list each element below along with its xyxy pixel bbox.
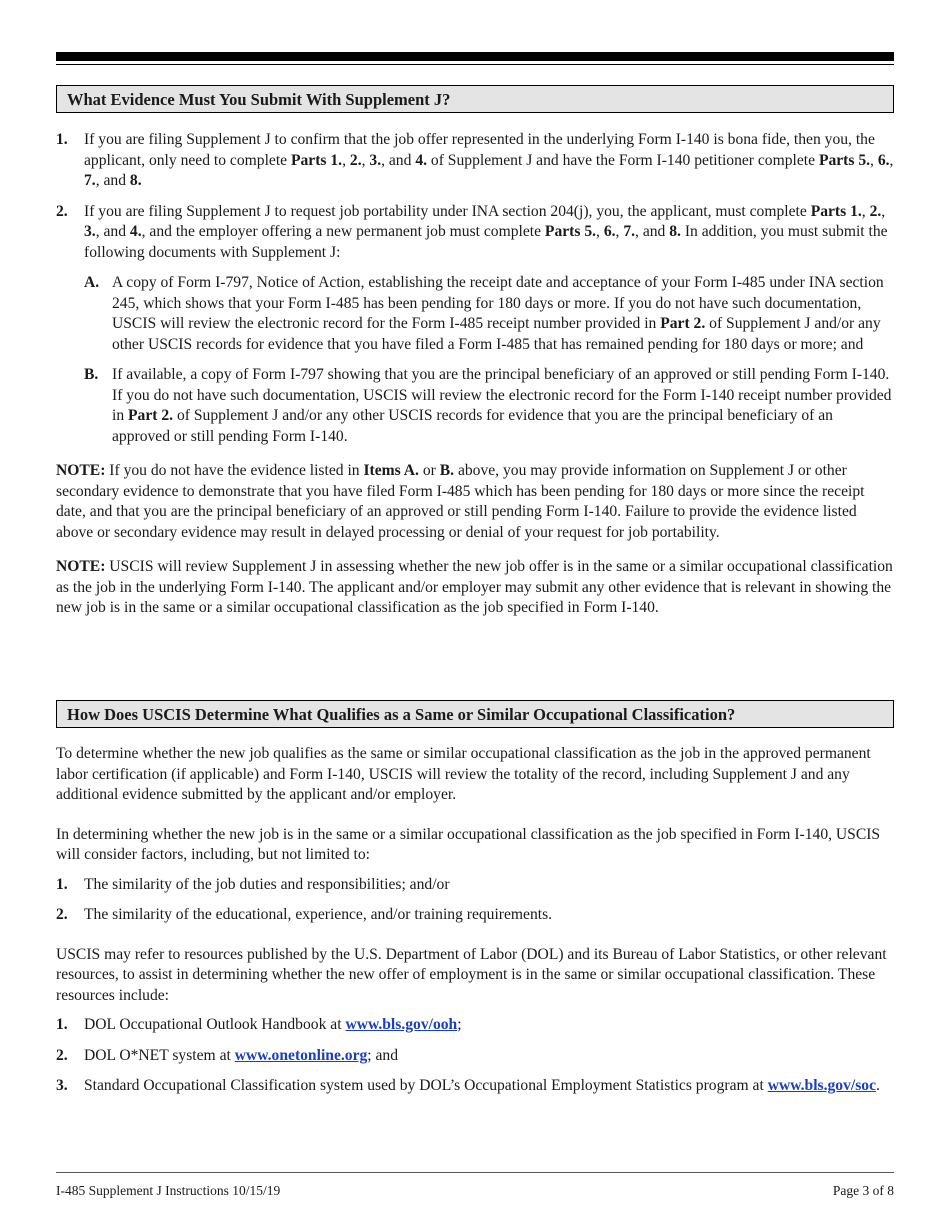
item-text: DOL Occupational Outlook Handbook at www.bls.gov/ooh; (84, 1016, 462, 1033)
item-number: 1. (56, 875, 68, 893)
evidence-subitem-b (56, 365, 894, 447)
evidence-section-body (56, 130, 894, 619)
classification-section-body (56, 744, 894, 1107)
subitem-letter: A. (84, 274, 100, 291)
evidence-item-1 (56, 130, 894, 192)
section-heading-classification: How Does USCIS Determine What Qualifies as a Same or Similar Occupational Classification? (56, 700, 894, 728)
evidence-subitem-a (56, 273, 894, 355)
item-text: DOL O*NET system at www.onetonline.org; and (84, 1046, 399, 1064)
item-text: If you are filing Supplement J to request job portability under INA section 204(j), you, the applicant, must complete Parts 1., 2., 3., and 4., and the employer offering a new permanent job must complete Parts 5., 6., 7., and 8. In addition, you must submit the following documents with Supplement J: (84, 202, 888, 261)
footer-page-number: Page 3 of 8 (832, 1183, 894, 1198)
item-number: 1. (56, 1016, 68, 1033)
factors-paragraph: In determining whether the new job is in the same or a similar occupational classification as the job specified in Form I-140, USCIS will consider factors, including, but not limited to: (56, 825, 881, 863)
item-number: 1. (56, 131, 68, 148)
resources-paragraph: USCIS may refer to resources published by the U.S. Department of Labor (DOL) and its Bureau of Labor Statistics, or other relevant resources, to assist in determining whether the new offer of employment is in the same or similar occupational classification. These resources include: (56, 945, 887, 1004)
item-number: 3. (56, 1077, 68, 1094)
resource-item (56, 1046, 894, 1067)
link-bls-soc[interactable]: www.bls.gov/soc (767, 1077, 877, 1094)
item-number: 2. (56, 906, 68, 923)
resource-item (56, 1076, 894, 1097)
header-thin-rule (56, 64, 894, 65)
footer-rule (56, 1172, 894, 1173)
subitem-text: A copy of Form I-797, Notice of Action, establishing the receipt date and acceptance of your Form I-485 under INA section 245, which shows that your Form I-485 has been pending for 180 days or more. If you do not have such documentation, USCIS will review the electronic record for the Form I-485 receipt number provided in Part 2. of Supplement J and/or any other USCIS records for evidence that you have filed a Form I-485 that has remained pending for 180 days or more; and (112, 274, 884, 353)
factor-item (56, 875, 894, 896)
evidence-item-2 (56, 202, 894, 264)
item-text: The similarity of the job duties and responsibilities; and/or (84, 875, 450, 893)
footer-form-name: I-485 Supplement J Instructions 10/15/19 (56, 1183, 281, 1198)
header-thick-rule (56, 52, 894, 61)
intro-paragraph: To determine whether the new job qualifies as the same or similar occupational classification as the job in the approved permanent labor certification (if applicable) and Form I-140, USCIS will review the totality of the record, including Supplement J and any additional evidence submitted by the applicant and/or employer. (56, 745, 871, 803)
factor-item (56, 905, 894, 926)
note-evidence: NOTE: If you do not have the evidence listed in Items A. or B. above, you may provide information on Supplement J or other secondary evidence to demonstrate that you have filed Form I-485 which has been pending for 180 days or more since the receipt date, and that you are the principal beneficiary of an approved or still pending Form I-140. Failure to provide the evidence listed above or secondary evidence may result in delayed processing or denial of your request for job portability. (56, 462, 865, 541)
item-number: 2. (56, 1046, 68, 1064)
item-text: If you are filing Supplement J to confirm that the job offer represented in the underlying Form I-140 is bona fide, then you, the applicant, only need to complete Parts 1., 2., 3., and 4. of Supplement J and have the Form I-140 petitioner complete Parts 5., 6., 7., and 8. (84, 131, 894, 189)
link-bls-ooh[interactable]: www.bls.gov/ooh (345, 1016, 458, 1033)
item-number: 2. (56, 202, 68, 220)
item-text: The similarity of the educational, experience, and/or training requirements. (84, 906, 553, 923)
subitem-letter: B. (84, 366, 99, 383)
item-text: Standard Occupational Classification system used by DOL’s Occupational Employment Statistics program at www.bls.gov/soc. (84, 1077, 880, 1094)
section-heading-evidence: What Evidence Must You Submit With Supplement J? (56, 85, 894, 113)
subitem-text: If available, a copy of Form I-797 showing that you are the principal beneficiary of an approved or still pending Form I-140. If you do not have such documentation, USCIS will review the electronic record for the Form I-140 receipt number provided in Part 2. of Supplement J and/or any other USCIS records for evidence that you are the principal beneficiary of an approved or still pending Form I-140. (112, 366, 892, 445)
note-review: NOTE: USCIS will review Supplement J in assessing whether the new job offer is in the same or a similar occupational classification as the job in the underlying Form I-140. The applicant and/or employer may submit any other evidence that is relevant in showing the new job is in the same or a similar occupational classification as the job specified in Form I-140. (56, 558, 893, 616)
resource-item (56, 1015, 894, 1036)
link-onetonline[interactable]: www.onetonline.org (234, 1046, 368, 1064)
